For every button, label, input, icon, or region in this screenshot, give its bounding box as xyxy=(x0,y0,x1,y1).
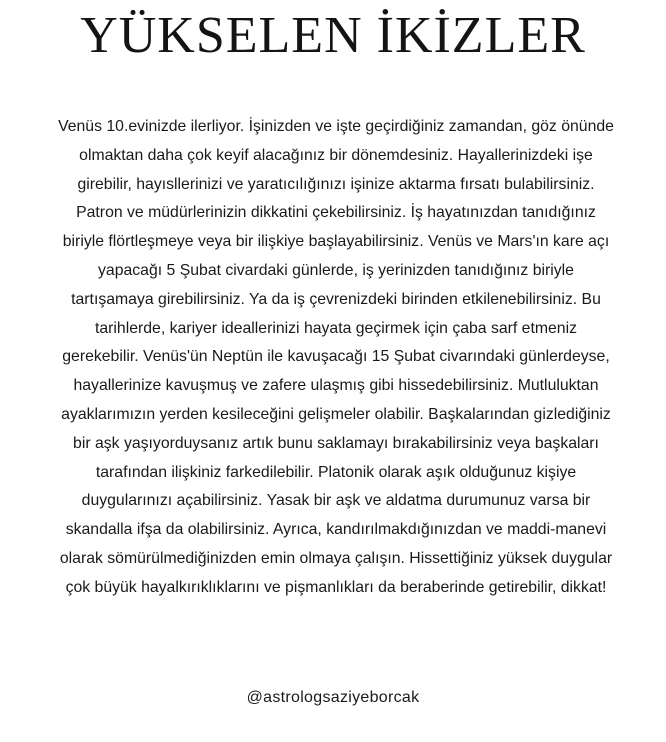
text-line: skandalla ifşa da olabilirsiniz. Ayrıca, kandırılmakdığınızdan ve maddi-manevi xyxy=(65,521,607,539)
text-line: çok büyük hayalkırıklıklarını ve pişmanlıkları da beraberinde getirebilir, dikkat! xyxy=(65,578,607,596)
text-line: hayallerinize kavuşmuş ve zafere ulaşmış gibi hissedebilirsiniz. Mutluluktan xyxy=(73,377,599,395)
text-line: olarak sömürülmediğinizden emin olmaya çalışın. Hissettiğiniz yüksek duygular xyxy=(59,549,613,567)
text-line: ayaklarımızın yerden kesileceğini gelişmeler olabilir. Başkalarından gizlediğiniz xyxy=(61,405,611,423)
text-line: bir aşk yaşıyorduysanız artık bunu saklamayı bırakabilirsiniz veya başkaları xyxy=(73,434,599,452)
text-line: Venüs 10.evinizde ilerliyor. İşinizden ve işte geçirdiğiniz zamandan, göz önünde xyxy=(58,118,614,135)
page-title: YÜKSELEN İKİZLER xyxy=(80,7,586,64)
text-line: olmaktan daha çok keyif alacağınız bir dönemdesiniz. Hayallerinizdeki işe xyxy=(79,146,593,164)
instagram-handle: @astrologsaziyeborcak xyxy=(246,689,420,706)
text-line: girebilir, hayısllerinizi ve yaratıcılığınızı işinize aktarma fırsatı bulabilirsiniz. xyxy=(77,175,595,193)
text-line: biriyle flörtleşmeye veya bir ilişkiye başlayabilirsiniz. Venüs ve Mars'ın kare açı xyxy=(62,233,610,251)
text-line: tarafından ilişkiniz farkedilebilir. Platonik olarak aşık olduğunuz kişiye xyxy=(95,463,577,481)
text-line: tarihlerde, kariyer ideallerinizi hayata geçirmek için çaba sarf etmeniz xyxy=(94,319,577,337)
horoscope-text xyxy=(16,113,656,603)
text-line: yapacağı 5 Şubat civardaki günlerde, iş yerinizden tanıdığınız biriyle xyxy=(98,261,574,279)
text-line: tartışamaya girebilirsiniz. Ya da iş çevrenizdeki birinden etkilenebilirsiniz. Bu xyxy=(71,290,601,308)
text-line: Patron ve müdürlerinizin dikkatini çekebilirsiniz. İş hayatınızdan tanıdığınız xyxy=(76,204,596,222)
text-line: duygularınızı açabilirsiniz. Yasak bir aşk ve aldatma durumunuz varsa bir xyxy=(81,492,591,510)
text-line: gerekebilir. Venüs'ün Neptün ile kavuşacağı 15 Şubat civarındaki günlerdeyse, xyxy=(62,348,610,366)
